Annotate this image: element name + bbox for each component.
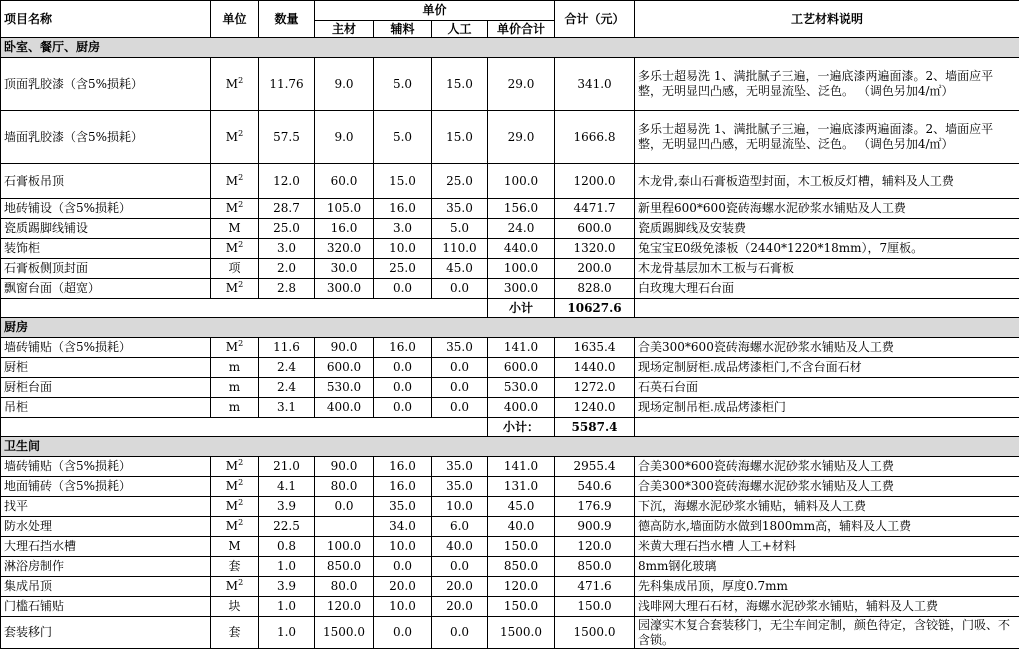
labor-cell: 10.0 <box>432 497 488 517</box>
section-header-row <box>1 38 1019 58</box>
labor-cell: 35.0 <box>432 457 488 477</box>
unit-cell <box>211 358 259 378</box>
labor-cell: 25.0 <box>432 164 488 199</box>
main-material-cell: 80.0 <box>315 577 374 597</box>
aux-material-cell: 10.0 <box>374 537 432 557</box>
header-main: 主材 <box>315 21 374 38</box>
item-name-cell: 地砖铺设（含5%损耗） <box>1 199 211 219</box>
labor-cell: 20.0 <box>432 597 488 617</box>
unit-total-cell: 156.0 <box>488 199 555 219</box>
unit-superscript: 2 <box>238 498 244 507</box>
labor-cell: 45.0 <box>432 259 488 279</box>
unit-cell <box>211 58 259 111</box>
aux-material-cell: 5.0 <box>374 111 432 164</box>
unit-text: M <box>225 340 239 354</box>
unit-text: M <box>225 241 239 255</box>
total-cell: 341.0 <box>555 58 635 111</box>
header-labor: 人工 <box>432 21 488 38</box>
qty-cell: 1.0 <box>259 617 315 649</box>
unit-superscript: 2 <box>238 478 244 487</box>
labor-cell: 0.0 <box>432 557 488 577</box>
qty-cell: 4.1 <box>259 477 315 497</box>
qty-cell: 1.0 <box>259 557 315 577</box>
unit-text: M <box>228 221 241 235</box>
unit-cell <box>211 111 259 164</box>
main-material-cell: 30.0 <box>315 259 374 279</box>
total-cell: 900.9 <box>555 517 635 537</box>
labor-cell: 0.0 <box>432 617 488 649</box>
header-qty: 数量 <box>259 1 315 38</box>
table-row <box>1 279 1019 299</box>
main-material-cell: 16.0 <box>315 219 374 239</box>
subtotal-spacer <box>1 299 488 318</box>
unit-cell <box>211 497 259 517</box>
aux-material-cell: 16.0 <box>374 199 432 219</box>
total-cell: 1320.0 <box>555 239 635 259</box>
unit-total-cell: 100.0 <box>488 259 555 279</box>
item-name-cell: 顶面乳胶漆（含5%损耗） <box>1 58 211 111</box>
quote-table-body <box>1 1 1019 649</box>
main-material-cell <box>315 517 374 537</box>
total-cell: 1200.0 <box>555 164 635 199</box>
unit-text: M <box>225 459 239 473</box>
unit-text: M <box>225 173 239 188</box>
description-cell: 先科集成吊顶，厚度0.7mm <box>635 577 1019 597</box>
unit-text: M <box>225 519 239 533</box>
unit-text: M <box>225 479 239 493</box>
main-material-cell: 530.0 <box>315 378 374 398</box>
unit-superscript: 2 <box>238 128 244 138</box>
aux-material-cell: 3.0 <box>374 219 432 239</box>
aux-material-cell: 10.0 <box>374 597 432 617</box>
description-cell: 现场定制吊柜.成品烤漆柜门 <box>635 398 1019 418</box>
table-row <box>1 477 1019 497</box>
total-cell: 1666.8 <box>555 111 635 164</box>
table-row <box>1 219 1019 239</box>
header-unit-total: 单价合计 <box>488 21 555 38</box>
aux-material-cell: 0.0 <box>374 279 432 299</box>
description-cell: 多乐士超易洗 1、满批腻子三遍，一遍底漆两遍面漆。2、墙面应平整，无明显凹凸感，无明显流坠、泛色。 （调色另加4/㎡） <box>635 111 1019 164</box>
labor-cell: 40.0 <box>432 537 488 557</box>
qty-cell: 12.0 <box>259 164 315 199</box>
item-name-cell: 防水处理 <box>1 517 211 537</box>
main-material-cell: 120.0 <box>315 597 374 617</box>
item-name-cell: 套装移门 <box>1 617 211 649</box>
subtotal-value: 5587.4 <box>555 418 635 437</box>
unit-cell <box>211 398 259 418</box>
unit-cell <box>211 199 259 219</box>
unit-total-cell: 440.0 <box>488 239 555 259</box>
subtotal-label: 小计： <box>488 418 555 437</box>
unit-superscript: 2 <box>238 240 244 249</box>
table-row <box>1 378 1019 398</box>
subtotal-spacer <box>1 418 488 437</box>
total-cell: 828.0 <box>555 279 635 299</box>
qty-cell: 2.4 <box>259 378 315 398</box>
description-cell: 德高防水,墙面防水做到1800mm高，辅料及人工费 <box>635 517 1019 537</box>
header-desc: 工艺材料说明 <box>635 1 1019 38</box>
subtotal-row <box>1 418 1019 437</box>
table-row <box>1 457 1019 477</box>
qty-cell: 1.0 <box>259 597 315 617</box>
unit-text: M <box>225 129 239 144</box>
section-title: 厨房 <box>1 318 1019 338</box>
unit-total-cell: 40.0 <box>488 517 555 537</box>
main-material-cell: 320.0 <box>315 239 374 259</box>
item-name-cell: 地面铺砖（含5%损耗） <box>1 477 211 497</box>
total-cell: 4471.7 <box>555 199 635 219</box>
unit-cell <box>211 378 259 398</box>
item-name-cell: 瓷质踢脚线铺设 <box>1 219 211 239</box>
labor-cell: 0.0 <box>432 378 488 398</box>
item-name-cell: 厨柜台面 <box>1 378 211 398</box>
qty-cell: 28.7 <box>259 199 315 219</box>
qty-cell: 3.9 <box>259 497 315 517</box>
aux-material-cell: 10.0 <box>374 239 432 259</box>
unit-cell <box>211 338 259 358</box>
table-row <box>1 358 1019 378</box>
aux-material-cell: 15.0 <box>374 164 432 199</box>
main-material-cell: 1500.0 <box>315 617 374 649</box>
unit-total-cell: 120.0 <box>488 577 555 597</box>
header-unit-price: 单价 <box>315 1 555 21</box>
description-cell: 木龙骨基层加木工板与石膏板 <box>635 259 1019 279</box>
aux-material-cell: 0.0 <box>374 358 432 378</box>
description-cell: 多乐士超易洗 1、满批腻子三遍，一遍底漆两遍面漆。2、墙面应平整，无明显凹凸感，无明显流坠、泛色。 （调色另加4/㎡） <box>635 58 1019 111</box>
item-name-cell: 石膏板侧顶封面 <box>1 259 211 279</box>
unit-cell <box>211 517 259 537</box>
item-name-cell: 飘窗台面（超宽） <box>1 279 211 299</box>
main-material-cell: 60.0 <box>315 164 374 199</box>
description-cell: 合美300*300瓷砖海螺水泥砂浆水铺贴及人工费 <box>635 477 1019 497</box>
main-material-cell: 105.0 <box>315 199 374 219</box>
main-material-cell: 300.0 <box>315 279 374 299</box>
item-name-cell: 墙面乳胶漆（含5%损耗） <box>1 111 211 164</box>
total-cell: 471.6 <box>555 577 635 597</box>
unit-cell <box>211 597 259 617</box>
aux-material-cell: 0.0 <box>374 617 432 649</box>
description-cell: 合美300*600瓷砖海螺水泥砂浆水铺贴及人工费 <box>635 457 1019 477</box>
unit-total-cell: 1500.0 <box>488 617 555 649</box>
subtotal-label: 小计 <box>488 299 555 318</box>
unit-text: M <box>225 499 239 513</box>
labor-cell: 0.0 <box>432 358 488 378</box>
item-name-cell: 石膏板吊顶 <box>1 164 211 199</box>
total-cell: 1272.0 <box>555 378 635 398</box>
total-cell: 150.0 <box>555 597 635 617</box>
description-cell: 新里程600*600瓷砖海螺水泥砂浆水铺贴及人工费 <box>635 199 1019 219</box>
unit-text: M <box>228 539 241 553</box>
description-cell: 合美300*600瓷砖海螺水泥砂浆水铺贴及人工费 <box>635 338 1019 358</box>
subtotal-desc-spacer <box>635 418 1019 437</box>
unit-total-cell: 45.0 <box>488 497 555 517</box>
main-material-cell: 9.0 <box>315 111 374 164</box>
unit-text: 块 <box>228 599 241 613</box>
description-cell: 现场定制厨柜.成品烤漆柜门,不含台面石材 <box>635 358 1019 378</box>
unit-superscript: 2 <box>238 280 244 289</box>
unit-cell <box>211 457 259 477</box>
unit-total-cell: 141.0 <box>488 457 555 477</box>
total-cell: 2955.4 <box>555 457 635 477</box>
qty-cell: 0.8 <box>259 537 315 557</box>
unit-superscript: 2 <box>238 172 244 182</box>
total-cell: 1635.4 <box>555 338 635 358</box>
aux-material-cell: 0.0 <box>374 378 432 398</box>
unit-total-cell: 850.0 <box>488 557 555 577</box>
main-material-cell: 850.0 <box>315 557 374 577</box>
qty-cell: 2.4 <box>259 358 315 378</box>
section-title: 卫生间 <box>1 437 1019 457</box>
description-cell: 石英石台面 <box>635 378 1019 398</box>
description-cell: 瓷质踢脚线及安装费 <box>635 219 1019 239</box>
total-cell: 1240.0 <box>555 398 635 418</box>
unit-superscript: 2 <box>238 200 244 209</box>
main-material-cell: 90.0 <box>315 338 374 358</box>
table-row <box>1 577 1019 597</box>
header-aux: 辅料 <box>374 21 432 38</box>
unit-superscript: 2 <box>238 75 244 85</box>
header-unit: 单位 <box>211 1 259 38</box>
qty-cell: 25.0 <box>259 219 315 239</box>
unit-total-cell: 400.0 <box>488 398 555 418</box>
unit-total-cell: 24.0 <box>488 219 555 239</box>
labor-cell: 20.0 <box>432 577 488 597</box>
total-cell: 120.0 <box>555 537 635 557</box>
unit-superscript: 2 <box>238 458 244 467</box>
unit-total-cell: 141.0 <box>488 338 555 358</box>
unit-total-cell: 150.0 <box>488 597 555 617</box>
qty-cell: 3.9 <box>259 577 315 597</box>
unit-total-cell: 131.0 <box>488 477 555 497</box>
labor-cell: 0.0 <box>432 398 488 418</box>
table-row <box>1 259 1019 279</box>
total-cell: 600.0 <box>555 219 635 239</box>
main-material-cell: 400.0 <box>315 398 374 418</box>
qty-cell: 57.5 <box>259 111 315 164</box>
table-row <box>1 557 1019 577</box>
unit-text: m <box>228 360 241 374</box>
unit-text: m <box>228 400 241 414</box>
unit-cell <box>211 617 259 649</box>
aux-material-cell: 35.0 <box>374 497 432 517</box>
unit-cell <box>211 279 259 299</box>
header-item: 项目名称 <box>1 1 211 38</box>
main-material-cell: 9.0 <box>315 58 374 111</box>
total-cell: 540.6 <box>555 477 635 497</box>
unit-superscript: 2 <box>238 518 244 527</box>
table-row <box>1 239 1019 259</box>
table-row <box>1 398 1019 418</box>
labor-cell: 15.0 <box>432 111 488 164</box>
qty-cell: 2.0 <box>259 259 315 279</box>
unit-cell <box>211 477 259 497</box>
aux-material-cell: 16.0 <box>374 457 432 477</box>
total-cell: 200.0 <box>555 259 635 279</box>
total-cell: 1500.0 <box>555 617 635 649</box>
unit-text: 项 <box>228 261 241 275</box>
item-name-cell: 找平 <box>1 497 211 517</box>
description-cell: 8mm钢化玻璃 <box>635 557 1019 577</box>
qty-cell: 3.0 <box>259 239 315 259</box>
unit-total-cell: 530.0 <box>488 378 555 398</box>
section-title: 卧室、餐厅、厨房 <box>1 38 1019 58</box>
unit-cell <box>211 537 259 557</box>
unit-text: 套 <box>228 625 241 639</box>
item-name-cell: 墙砖铺贴（含5%损耗） <box>1 338 211 358</box>
section-header-row <box>1 437 1019 457</box>
unit-cell <box>211 557 259 577</box>
unit-total-cell: 300.0 <box>488 279 555 299</box>
item-name-cell: 厨柜 <box>1 358 211 378</box>
labor-cell: 6.0 <box>432 517 488 537</box>
unit-cell <box>211 219 259 239</box>
unit-superscript: 2 <box>238 339 244 348</box>
unit-text: M <box>225 579 239 593</box>
labor-cell: 0.0 <box>432 279 488 299</box>
aux-material-cell: 0.0 <box>374 557 432 577</box>
table-row <box>1 338 1019 358</box>
table-row <box>1 164 1019 199</box>
table-row <box>1 517 1019 537</box>
aux-material-cell: 16.0 <box>374 477 432 497</box>
description-cell: 木龙骨,泰山石膏板造型封面，木工板反灯槽，辅料及人工费 <box>635 164 1019 199</box>
item-name-cell: 门槛石铺贴 <box>1 597 211 617</box>
unit-text: 套 <box>228 559 241 573</box>
description-cell: 浅啡网大理石石材，海螺水泥砂浆水铺贴，辅料及人工费 <box>635 597 1019 617</box>
labor-cell: 35.0 <box>432 477 488 497</box>
item-name-cell: 集成吊顶 <box>1 577 211 597</box>
table-row <box>1 111 1019 164</box>
main-material-cell: 90.0 <box>315 457 374 477</box>
unit-total-cell: 29.0 <box>488 111 555 164</box>
qty-cell: 22.5 <box>259 517 315 537</box>
unit-total-cell: 600.0 <box>488 358 555 378</box>
table-row <box>1 597 1019 617</box>
labor-cell: 15.0 <box>432 58 488 111</box>
section-header-row <box>1 318 1019 338</box>
item-name-cell: 大理石挡水槽 <box>1 537 211 557</box>
subtotal-desc-spacer <box>635 299 1019 318</box>
total-cell: 850.0 <box>555 557 635 577</box>
item-name-cell: 墙砖铺贴（含5%损耗） <box>1 457 211 477</box>
main-material-cell: 80.0 <box>315 477 374 497</box>
description-cell: 兔宝宝E0级免漆板（2440*1220*18mm），7厘板。 <box>635 239 1019 259</box>
labor-cell: 35.0 <box>432 199 488 219</box>
description-cell: 米黄大理石挡水槽 人工+材料 <box>635 537 1019 557</box>
unit-superscript: 2 <box>238 578 244 587</box>
aux-material-cell: 0.0 <box>374 398 432 418</box>
aux-material-cell: 5.0 <box>374 58 432 111</box>
unit-total-cell: 150.0 <box>488 537 555 557</box>
table-row <box>1 58 1019 111</box>
table-row <box>1 199 1019 219</box>
labor-cell: 110.0 <box>432 239 488 259</box>
table-row <box>1 617 1019 649</box>
header-row-1 <box>1 1 1019 21</box>
description-cell: 下沉，海螺水泥砂浆水铺贴，辅料及人工费 <box>635 497 1019 517</box>
unit-cell <box>211 164 259 199</box>
description-cell: 园濠实木复合套装移门，无尘车间定制，颜色待定，含铰链，门吸、不含锁。 <box>635 617 1019 649</box>
subtotal-row <box>1 299 1019 318</box>
total-cell: 1440.0 <box>555 358 635 378</box>
table-row <box>1 537 1019 557</box>
item-name-cell: 装饰柜 <box>1 239 211 259</box>
unit-cell <box>211 259 259 279</box>
unit-total-cell: 100.0 <box>488 164 555 199</box>
unit-total-cell: 29.0 <box>488 58 555 111</box>
unit-text: M <box>225 281 239 295</box>
labor-cell: 5.0 <box>432 219 488 239</box>
main-material-cell: 100.0 <box>315 537 374 557</box>
qty-cell: 11.76 <box>259 58 315 111</box>
description-cell: 白玫瑰大理石台面 <box>635 279 1019 299</box>
unit-cell <box>211 577 259 597</box>
qty-cell: 3.1 <box>259 398 315 418</box>
qty-cell: 2.8 <box>259 279 315 299</box>
header-total: 合计（元） <box>555 1 635 38</box>
subtotal-value: 10627.6 <box>555 299 635 318</box>
unit-cell <box>211 239 259 259</box>
item-name-cell: 吊柜 <box>1 398 211 418</box>
unit-text: m <box>228 380 241 394</box>
unit-text: M <box>225 201 239 215</box>
main-material-cell: 0.0 <box>315 497 374 517</box>
total-cell: 176.9 <box>555 497 635 517</box>
aux-material-cell: 34.0 <box>374 517 432 537</box>
item-name-cell: 淋浴房制作 <box>1 557 211 577</box>
table-row <box>1 497 1019 517</box>
aux-material-cell: 20.0 <box>374 577 432 597</box>
qty-cell: 21.0 <box>259 457 315 477</box>
aux-material-cell: 16.0 <box>374 338 432 358</box>
unit-text: M <box>225 76 239 91</box>
main-material-cell: 600.0 <box>315 358 374 378</box>
aux-material-cell: 25.0 <box>374 259 432 279</box>
labor-cell: 35.0 <box>432 338 488 358</box>
qty-cell: 11.6 <box>259 338 315 358</box>
